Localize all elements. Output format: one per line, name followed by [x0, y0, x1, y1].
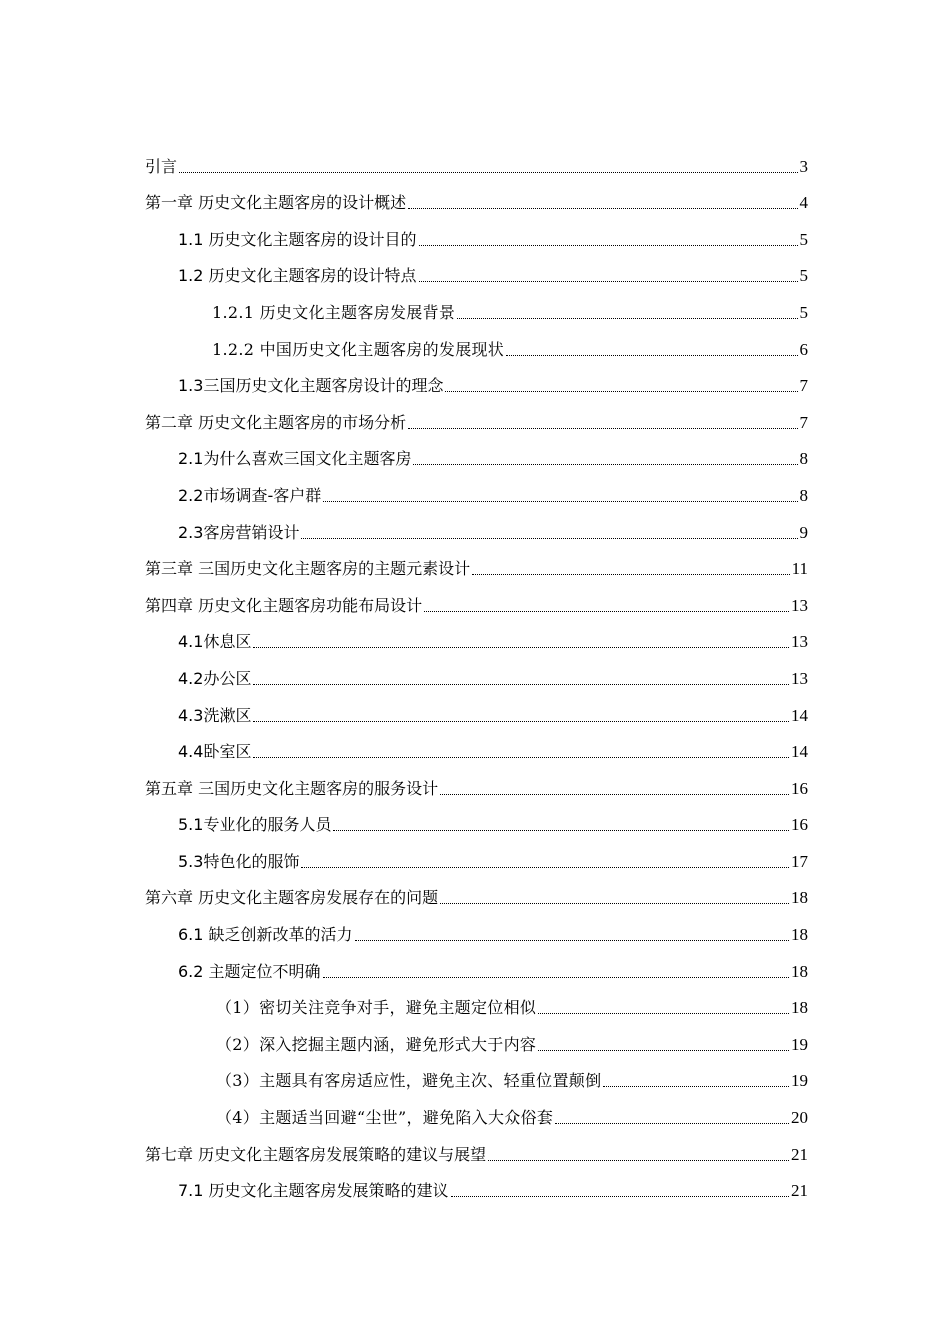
- toc-entry[interactable]: [0, 439, 950, 476]
- toc-entry-title: 第二章 历史文化主题客房的市场分析: [145, 412, 407, 432]
- toc-entry-title: 1.2 历史文化主题客房的设计特点: [178, 266, 417, 286]
- toc-page-number: 21: [791, 1181, 808, 1201]
- toc-page-number: 14: [791, 742, 808, 762]
- toc-leader: [555, 1123, 789, 1124]
- toc-leader: [506, 355, 797, 356]
- toc-entry[interactable]: [0, 585, 950, 622]
- toc-page-number: 7: [799, 376, 808, 396]
- toc-entry[interactable]: [0, 951, 950, 988]
- toc-entry-title: 第七章 历史文化主题客房发展策略的建议与展望: [145, 1144, 487, 1164]
- toc-entry[interactable]: [0, 402, 950, 439]
- toc-entry[interactable]: [0, 512, 950, 549]
- toc-leader: [253, 757, 789, 758]
- toc-page-number: 13: [791, 632, 808, 652]
- toc-leader: [488, 1160, 789, 1161]
- toc-page-number: 7: [799, 412, 808, 432]
- toc-leader: [440, 794, 789, 795]
- toc-entry[interactable]: [0, 1024, 950, 1061]
- toc-leader: [408, 208, 797, 209]
- toc-entry-title: 第一章 历史文化主题客房的设计概述: [145, 193, 407, 213]
- toc-entry[interactable]: [0, 732, 950, 769]
- toc-leader: [451, 1196, 789, 1197]
- toc-entry[interactable]: [0, 1061, 950, 1098]
- toc-leader: [253, 647, 789, 648]
- toc-entry-title: 1.1 历史文化主题客房的设计目的: [178, 229, 417, 249]
- toc-entry[interactable]: [0, 1171, 950, 1208]
- toc-leader: [253, 684, 789, 685]
- toc-leader: [445, 391, 797, 392]
- toc-entry-title: （1）密切关注竞争对手，避免主题定位相似: [216, 998, 537, 1018]
- toc-entry[interactable]: [0, 841, 950, 878]
- toc-entry[interactable]: [0, 695, 950, 732]
- toc-entry-title: 2.1为什么喜欢三国文化主题客房: [178, 449, 412, 469]
- toc-leader: [419, 281, 798, 282]
- toc-entry-title: 1.2.1 历史文化主题客房发展背景: [212, 302, 456, 322]
- toc-entry[interactable]: [0, 878, 950, 915]
- toc-page-number: 5: [799, 302, 808, 322]
- toc-entry-title: 第五章 三国历史文化主题客房的服务设计: [145, 778, 439, 798]
- toc-leader: [179, 172, 797, 173]
- toc-entry-title: 第三章 三国历史文化主题客房的主题元素设计: [145, 559, 471, 579]
- toc-entry[interactable]: [0, 146, 950, 183]
- toc-page-number: 18: [791, 998, 808, 1018]
- toc-entry-title: 5.1专业化的服务人员: [178, 815, 332, 835]
- toc-entry-title: 7.1 历史文化主题客房发展策略的建议: [178, 1181, 449, 1201]
- toc-page-number: 18: [791, 961, 808, 981]
- toc-entry[interactable]: [0, 183, 950, 220]
- toc-entry-title: 引言: [145, 156, 178, 176]
- toc-leader: [301, 867, 789, 868]
- toc-page-number: 19: [791, 1034, 808, 1054]
- toc-page-number: 3: [799, 156, 808, 176]
- toc-entry[interactable]: [0, 549, 950, 586]
- toc-page-number: 14: [791, 705, 808, 725]
- toc-leader: [301, 538, 797, 539]
- toc-entry-title: 4.1休息区: [178, 632, 252, 652]
- toc-leader: [603, 1086, 789, 1087]
- toc-leader: [323, 977, 789, 978]
- toc-entry[interactable]: [0, 622, 950, 659]
- toc-entry[interactable]: [0, 1134, 950, 1171]
- toc-leader: [323, 501, 797, 502]
- toc-entry-title: （3）主题具有客房适应性，避免主次、轻重位置颠倒: [216, 1071, 602, 1091]
- toc-page-number: 18: [791, 888, 808, 908]
- toc-leader: [413, 464, 797, 465]
- toc-page-number: 5: [799, 229, 808, 249]
- toc-leader: [472, 574, 790, 575]
- toc-entry[interactable]: [0, 914, 950, 951]
- toc-page-number: 11: [791, 559, 808, 579]
- toc-leader: [355, 940, 789, 941]
- toc-entry-title: 4.3洗漱区: [178, 705, 252, 725]
- toc-page-number: 18: [791, 925, 808, 945]
- toc-entry[interactable]: [0, 658, 950, 695]
- toc-entry[interactable]: [0, 768, 950, 805]
- toc-entry-title: 2.3客房营销设计: [178, 522, 300, 542]
- toc-entry-title: 4.4卧室区: [178, 742, 252, 762]
- toc-leader: [457, 318, 797, 319]
- toc-leader: [538, 1013, 789, 1014]
- toc-entry-title: 1.2.2 中国历史文化主题客房的发展现状: [212, 339, 505, 359]
- toc-page-number: 9: [799, 522, 808, 542]
- toc-leader: [253, 721, 789, 722]
- toc-leader: [333, 830, 789, 831]
- toc-entry[interactable]: [0, 1097, 950, 1134]
- toc-entry[interactable]: [0, 475, 950, 512]
- toc-entry-title: 4.2办公区: [178, 668, 252, 688]
- toc-leader: [419, 245, 798, 246]
- toc-entry[interactable]: [0, 292, 950, 329]
- toc-entry[interactable]: [0, 256, 950, 293]
- toc-entry[interactable]: [0, 329, 950, 366]
- toc-page-number: 4: [799, 193, 808, 213]
- toc-page-number: 16: [791, 815, 808, 835]
- toc-entry-title: 6.1 缺乏创新改革的活力: [178, 925, 353, 945]
- toc-entry-title: 第四章 历史文化主题客房功能布局设计: [145, 595, 423, 615]
- toc-page-number: 16: [791, 778, 808, 798]
- toc-page-number: 17: [791, 851, 808, 871]
- toc-entry[interactable]: [0, 219, 950, 256]
- toc-page-number: 20: [791, 1108, 808, 1128]
- toc-entry-title: （4）主题适当回避“尘世”，避免陷入大众俗套: [216, 1108, 554, 1128]
- toc-page-number: 21: [791, 1144, 808, 1164]
- toc-leader: [408, 428, 797, 429]
- toc-page-number: 6: [799, 339, 808, 359]
- toc-entry-title: 5.3特色化的服饰: [178, 851, 300, 871]
- toc-page-number: 19: [791, 1071, 808, 1091]
- toc-leader: [424, 611, 789, 612]
- toc-leader: [440, 903, 789, 904]
- toc-page-number: 13: [791, 595, 808, 615]
- toc-page-number: 5: [799, 266, 808, 286]
- toc-entry-title: 1.3三国历史文化主题客房设计的理念: [178, 376, 444, 396]
- toc-page-number: 13: [791, 668, 808, 688]
- toc-entry[interactable]: [0, 366, 950, 403]
- toc-entry-title: 2.2市场调查-客户群: [178, 485, 322, 505]
- table-of-contents: [0, 146, 950, 1207]
- toc-entry[interactable]: [0, 988, 950, 1025]
- toc-leader: [538, 1050, 789, 1051]
- toc-page-number: 8: [799, 449, 808, 469]
- toc-entry[interactable]: [0, 805, 950, 842]
- toc-page-number: 8: [799, 485, 808, 505]
- toc-entry-title: 第六章 历史文化主题客房发展存在的问题: [145, 888, 439, 908]
- toc-entry-title: （2）深入挖掘主题内涵，避免形式大于内容: [216, 1034, 537, 1054]
- toc-entry-title: 6.2 主题定位不明确: [178, 961, 321, 981]
